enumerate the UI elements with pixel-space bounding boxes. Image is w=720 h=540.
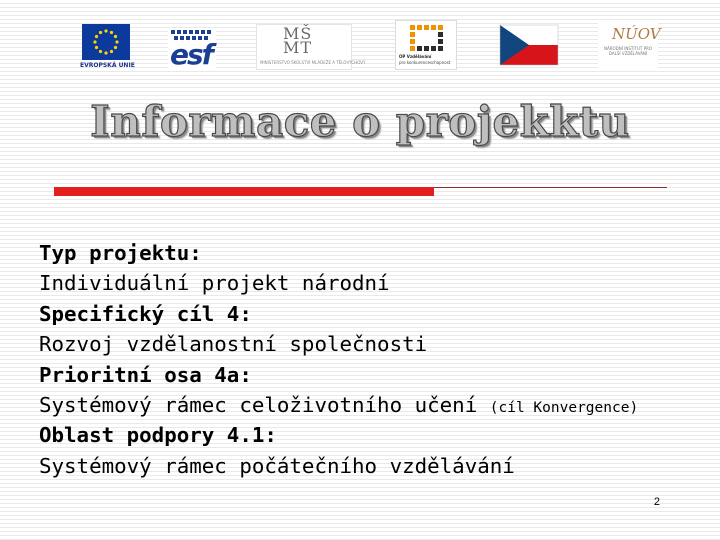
- nuov-caption: NÁRODNÍ INSTITUT PRO DALŠÍ VZDĚLÁVÁNÍ: [604, 46, 652, 56]
- op-vk-logo: [395, 20, 457, 70]
- msmt-caption: MINISTERSTVO ŠKOLSTVÍ MLÁDEŽE A TĚLOVÝCHOVY: [260, 60, 366, 65]
- czech-flag-icon: [500, 25, 558, 65]
- priority-axis-note: (cíl Konvergence): [489, 399, 639, 416]
- title-underline-thin-line: [434, 187, 667, 188]
- msmt-logo: [256, 24, 366, 70]
- esf-logo: [168, 28, 216, 71]
- slide-title: Informace o projekktu: [90, 97, 630, 146]
- logo-bar: [0, 0, 720, 80]
- priority-axis-label: Prioritní osa 4a:: [39, 362, 252, 387]
- nuov-text: NÚOV: [612, 25, 661, 43]
- specific-goal-label: Specifický cíl 4:: [39, 301, 252, 326]
- msmt-text: MŠ MT: [283, 24, 313, 57]
- priority-axis-row: [39, 390, 699, 420]
- page-number: 2: [653, 496, 660, 508]
- eu-caption: EVROPSKÁ UNIE: [80, 62, 135, 69]
- op-vk-caption-2: pro konkurenceschopnost: [399, 60, 451, 65]
- specific-goal-value: Rozvoj vzdělanostní společnosti: [39, 332, 428, 357]
- slide-content: [39, 238, 699, 481]
- support-area-value: Systémový rámec počátečního vzdělávání: [39, 453, 515, 478]
- priority-axis-value: Systémový rámec celoživotního učení: [39, 392, 478, 417]
- esf-text: esf: [170, 38, 212, 71]
- title-underline-red-bar: [54, 187, 434, 196]
- project-type-label: Typ projektu:: [39, 241, 202, 265]
- nuov-logo: [598, 22, 661, 68]
- support-area-label: Oblast podpory 4.1:: [39, 423, 277, 448]
- project-type-value: Individuální projekt národní: [39, 271, 390, 296]
- eu-flag-icon: [82, 24, 130, 60]
- op-vk-caption-1: OP Vzdělávání: [399, 54, 432, 59]
- eu-logo: [80, 24, 134, 70]
